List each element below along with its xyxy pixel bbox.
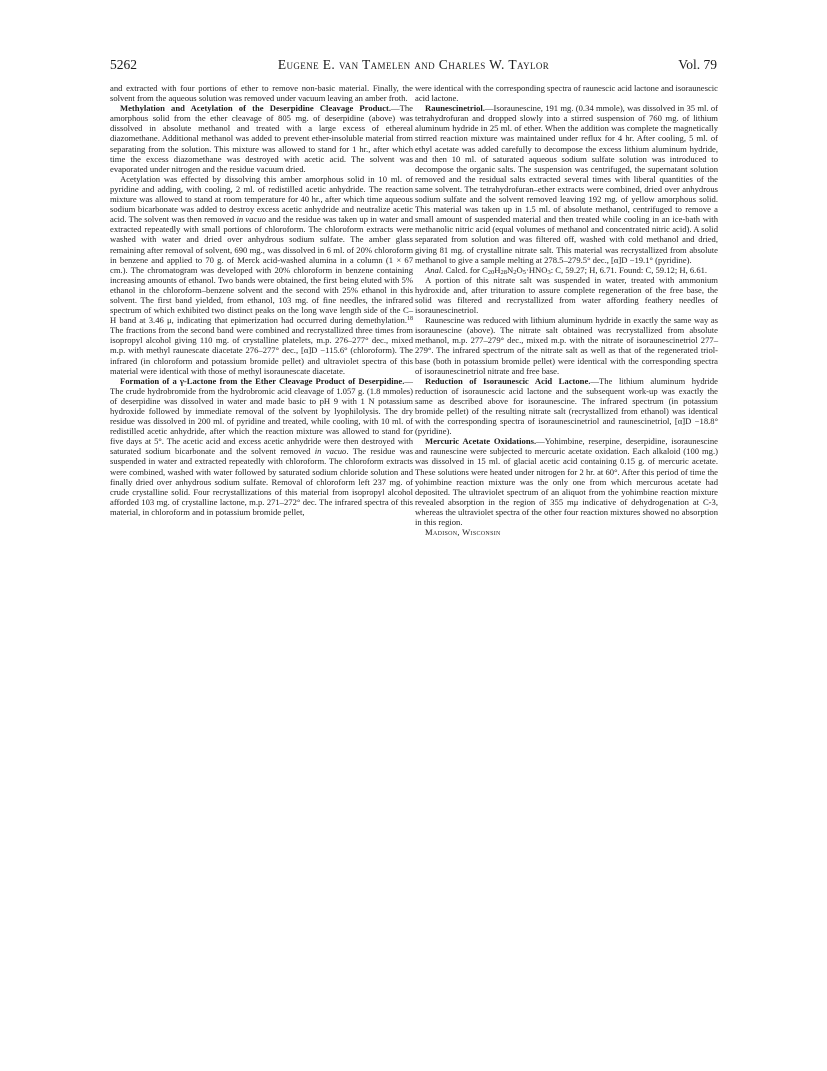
paragraph-raunescinetriol: Raunescinetriol.—Isoraunescine, 191 mg. (0.34 mmole), was dissolved in 35 ml. of tetrahydrofuran and dropped slowly into a stirred suspension of 760 mg. of lithium aluminum hydride in 25 ml. of ether. When the addition was complete the magnetically stirred reaction mixture was maintained under reflux for 4 hr. After cooling, 5 ml. of ethyl acetate was added carefully to decompose the excess lithium aluminum hydride, and then 10 ml. of saturated aqueous sodium sulfate solution was introduced to decompose the organic salts. The suspension was centrifuged, the supernatant solution removed and the residual salts extracted several times with liberal quantities of the same solvent. The tetrahydrofuran–ether extracts were combined, dried over anhydrous sodium sulfate and the solvent removed leaving 192 mg. of yellow amorphous solid. This material was taken up in 1.5 ml. of absolute methanol, centrifuged to remove a small amount of suspended material and then treated while cooling in an ice-bath with methanolic nitric acid (equal volumes of methanol and concentrated nitric acid). A solid separated from solution and was filtered off, washed with cold methanol and dried, giving 81 mg. of crystalline nitrate salt. This material was recrystallized from absolute methanol to give a sample melting at 278.5–279.5° dec., [α]D −19.1° (pyridine). (415, 103, 718, 265)
section-heading: Formation of a γ-Lactone from the Ether Cleavage Product of Deserpidine. (120, 375, 405, 386)
paragraph-reduction: Reduction of Isoraunescic Acid Lactone.—The lithium aluminum hydride reduction of isoraunescic acid lactone and the subsequent work-up was exactly the same as described above for isoraunescine. The infrared spectrum (in potassium bromide pellet) of the resulting nitrate salt (recrystallized from ethanol) was identical with the corresponding spectra of isoraunescinetriol and raunescinetriol, [α]D −18.8° (pyridine). (415, 375, 718, 437)
running-head (110, 57, 717, 73)
author-address: Madison, Wisconsin (425, 527, 501, 538)
running-head-authors: Eugene E. van Tamelen and Charles W. Taylor (277, 57, 550, 72)
section-heading: Methylation and Acetylation of the Deserpidine Cleavage Product. (120, 103, 392, 114)
paragraph-lactone: Formation of a γ-Lactone from the Ether Cleavage Product of Deserpidine.—The crude hydrobromide from the hydrobromic acid cleavage of 1.057 g. (1.8 mmoles) of deserpidine was dissolved in water and made basic to pH 9 with 1 N potassium hydroxide followed by immediate removal of the solvent by lyophilolysis. The dry residue was dissolved in 200 ml. of pyridine and treated, while cooling, with 10 ml. of redistilled acetic anhydride, after which the reaction mixture was allowed to stand for five days at 5°. The acetic acid and excess acetic anhydride were then destroyed with saturated sodium bicarbonate and the solvent removed in vacuo. The residue was suspended in water and extracted repeatedly with chloroform. The chloroform extracts were combined, washed with water followed by saturated sodium chloride solution and finally dried over anhydrous sodium sulfate. Removal of chloroform left 237 mg. of crude crystalline solid. Four recrystallizations of this material from isopropyl alcohol afforded 103 mg. of crystalline lactone, m.p. 271–272° dec. The infrared spectra of this material, in chloroform and in potassium bromide pellet, (110, 375, 413, 517)
page-number: 5262 (110, 57, 137, 72)
volume-label: Vol. 79 (678, 57, 717, 72)
paragraph: Raunescine was reduced with lithium aluminum hydride in exactly the same way as isoraunescine (above). The nitrate salt obtained was recrystallized from absolute methanol, m.p. 277–279° dec., mixed m.p. with the nitrate of isoraunescinetriol 277–279°. The infrared spectrum of the nitrate salt as well as that of the regenerated triol-base (both in potassium bromide pellet) were identical with the corresponding spectra of isoraunescinetriol nitrate and free base. (415, 315, 718, 376)
paragraph-methylation: Methylation and Acetylation of the Deserpidine Cleavage Product.—The amorphous solid from the ether cleavage of 805 mg. of deserpidine (above) was dissolved in absolute methanol and treated with a large excess of ethereal diazomethane. Additional methanol was added to prevent ether-insoluble material from separating from the solution. This mixture was allowed to stand for 1 hr., after which time the excess diazomethane was destroyed with acetic acid. The solvent was evaporated under nitrogen and the residue vacuum dried. (110, 103, 413, 174)
paragraph-oxidations: Mercuric Acetate Oxidations.—Yohimbine, reserpine, deserpidine, isoraunescine and raunescine were subjected to mercuric acetate oxidation. Each alkaloid (100 mg.) was dissolved in 15 ml. of glacial acetic acid containing 0.15 g. of mercuric acetate. These solutions were heated under nitrogen for 2 hr. at 60°. After this period of time the yohimbine reaction mixture was the only one from which mercurous acetate had deposited. The ultraviolet spectrum of an aliquot from the yohimbine reaction mixture revealed absorption in the region of 355 mμ indicative of dehydrogenation at C-3, whereas the ultraviolet spectra of the other four reaction mixtures showed no absorption in this region. (415, 436, 719, 528)
left-column (110, 83, 413, 517)
analysis-line: Anal. Calcd. for C20H28N2O5·HNO3: C, 59.27; H, 6.71. Found: C, 59.12; H, 6.61. (425, 264, 708, 276)
paragraph: A portion of this nitrate salt was suspended in water, treated with ammonium hydroxide and, after trituration to assure complete regeneration of the free base, the solid was filtered and recrystallized from water affording feathery needles of isoraunescinetriol. (415, 274, 718, 316)
section-heading: Reduction of Isoraunescic Acid Lactone. (425, 375, 591, 386)
section-heading: Raunescinetriol. (425, 103, 485, 114)
paragraph: and extracted with four portions of ether to remove non-basic material. Finally, the solvent from the aqueous solution was removed under vacuum leaving an amber froth. (110, 83, 413, 104)
paragraph-acetylation: Acetylation was effected by dissolving this amber amorphous solid in 10 ml. of pyridine and adding, with cooling, 2 ml. of redistilled acetic anhydride. The reaction mixture was allowed to stand at room temperature for 40 hr., after which time aqueous sodium bicarbonate was added to destroy excess acetic anhydride and neutralize acetic acid. The solvent was then removed in vacuo and the residue was taken up in water and extracted repeatedly with small portions of chloroform. The chloroform extracts were washed with water and dried over anhydrous sodium sulfate. The amber glass remaining after removal of solvent, 690 mg., was dissolved in 6 ml. of 20% chloroform in benzene and applied to 70 g. of Merck acid-washed alumina in a column (1 × 67 cm.). The chromatogram was developed with 20% chloroform in benzene containing increasing amounts of ethanol. Two bands were obtained, the first being eluted with 5% ethanol in the chloroform–benzene solvent and the second with 25% ethanol in this solvent. The first band yielded, from ethanol, 103 mg. of fine needles, the infrared spectrum of which exhibited two distinct peaks on the long wave length side of the C–H band at 3.46 μ, indicating that epimerization had occurred during demethylation.$^{18}$ The fractions from the second band were combined and recrystallized three times from isopropyl alcohol giving 110 mg. of crystalline platelets, m.p. 276–277° dec., mixed m.p. with methyl raunescate diacetate 276–277° dec., [α]D −115.6° (chloroform). The infrared (in chloroform and potassium bromide pellet) and ultraviolet spectra of this material were identical with those of methyl isoraunescate diacetate. (110, 173, 414, 376)
section-heading: Mercuric Acetate Oxidations. (425, 436, 537, 447)
right-column (415, 83, 718, 537)
paragraph: were identical with the corresponding spectra of raunescic acid lactone and isoraunescic acid lactone. (415, 83, 718, 104)
footnote-ref: 18 (407, 316, 413, 323)
